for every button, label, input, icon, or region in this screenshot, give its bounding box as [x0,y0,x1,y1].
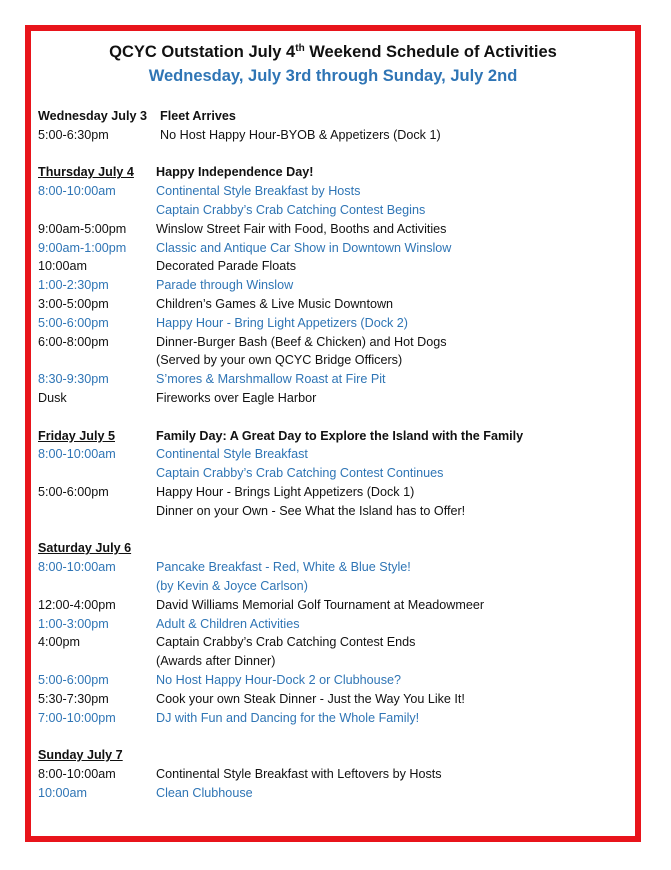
page-title: QCYC Outstation July 4th Weekend Schedule of Activities [109,43,557,61]
schedule-row [38,389,631,408]
schedule-row [38,652,631,671]
schedule-activity: No Host Happy Hour-Dock 2 or Clubhouse? [156,672,401,687]
schedule-row [38,558,631,577]
schedule-row [38,445,631,464]
schedule-row [38,220,631,239]
schedule-activity: (Awards after Dinner) [156,654,276,669]
schedule-activity: S’mores & Marshmallow Roast at Fire Pit [156,372,386,387]
schedule-row [38,163,631,182]
schedule-row [38,295,631,314]
spacer [38,145,631,164]
schedule-activity: Parade through Winslow [156,278,294,293]
schedule-time: 5:00-6:00pm [38,315,109,330]
schedule-activity: Family Day: A Great Day to Explore the Island with the Family [156,428,524,443]
schedule-time: 9:00am-5:00pm [38,221,127,236]
schedule-time: Saturday July 6 [38,541,132,556]
schedule-activity: (by Kevin & Joyce Carlson) [156,578,308,593]
schedule-row [38,427,631,446]
schedule-time: 3:00-5:00pm [38,296,109,311]
schedule-row [38,182,631,201]
schedule-activity: Fireworks over Eagle Harbor [156,390,317,405]
schedule-row [38,671,631,690]
schedule-time: 7:00-10:00pm [38,710,116,725]
schedule-row [38,596,631,615]
schedule-time: 5:30-7:30pm [38,691,109,706]
schedule-row [38,351,631,370]
schedule-row [38,276,631,295]
schedule-row [38,502,631,521]
schedule-activity: Pancake Breakfast - Red, White & Blue Style! [156,560,411,575]
schedule-time: 8:00-10:00am [38,184,116,199]
schedule-time: 9:00am-1:00pm [38,240,127,255]
schedule-activity: Adult & Children Activities [156,616,300,631]
schedule-activity: Continental Style Breakfast with Leftovers by Hosts [156,766,442,781]
spacer [38,727,631,746]
schedule-row [38,239,631,258]
spacer [38,408,631,427]
schedule-activity: Happy Hour - Bring Light Appetizers (Dock 2) [156,315,408,330]
schedule-time: 4:00pm [38,635,81,650]
schedule-activity: David Williams Memorial Golf Tournament at Meadowmeer [156,597,485,612]
schedule-activity: No Host Happy Hour-BYOB & Appetizers (Dock 1) [160,127,441,142]
schedule-time: Dusk [38,390,67,405]
page-subtitle: Wednesday, July 3rd through Sunday, July 2nd [148,67,518,85]
schedule-row [38,314,631,333]
schedule-time: 12:00-4:00pm [38,597,116,612]
schedule-activity: Dinner-Burger Bash (Beef & Chicken) and Hot Dogs [156,334,447,349]
schedule-activity: Dinner on your Own - See What the Island has to Offer! [156,503,466,518]
schedule-row [38,333,631,352]
schedule-row [38,577,631,596]
schedule-time: 5:00-6:00pm [38,672,109,687]
schedule-time: 10:00am [38,259,88,274]
schedule-activity: Captain Crabby’s Crab Catching Contest Begins [156,202,426,217]
schedule-activity: (Served by your own QCYC Bridge Officers) [156,353,403,368]
schedule-row [38,633,631,652]
spacer [38,521,631,540]
schedule-row [38,615,631,634]
schedule-row [38,464,631,483]
schedule-time: 8:00-10:00am [38,766,116,781]
schedule-activity: Fleet Arrives [160,109,236,123]
schedule-time: 5:00-6:30pm [38,127,109,142]
schedule-time: 1:00-3:00pm [38,616,109,631]
schedule-time: 5:00-6:00pm [38,484,109,499]
schedule-activity: Happy Independence Day! [156,165,314,180]
schedule-time: 8:00-10:00am [38,560,116,575]
schedule-row [38,709,631,728]
schedule-row [38,257,631,276]
schedule-row [38,746,631,765]
schedule-time: 6:00-8:00pm [38,334,109,349]
schedule-activity: Cook your own Steak Dinner - Just the Way You Like It! [156,691,465,706]
schedule-time: Friday July 5 [38,428,115,443]
schedule-activity: Classic and Antique Car Show in Downtown Winslow [156,240,452,255]
schedule-activity: Happy Hour - Brings Light Appetizers (Dock 1) [156,484,415,499]
schedule-activity: Continental Style Breakfast [156,447,308,462]
schedule-activity: Clean Clubhouse [156,785,253,800]
schedule-time: Sunday July 7 [38,748,123,763]
schedule-frame [25,25,641,842]
schedule-row [38,370,631,389]
schedule-row [38,690,631,709]
schedule-list [38,107,631,802]
schedule-activity: Winslow Street Fair with Food, Booths and Activities [156,221,447,236]
schedule-row [38,201,631,220]
schedule-activity: Captain Crabby’s Crab Catching Contest Continues [156,466,444,481]
schedule-row [38,539,631,558]
schedule-time: Thursday July 4 [38,165,134,180]
schedule-row [38,784,631,803]
schedule-time: Wednesday July 3 [38,109,147,123]
schedule-time: 1:00-2:30pm [38,278,109,293]
schedule-activity: Decorated Parade Floats [156,259,297,274]
schedule-time: 8:00-10:00am [38,447,116,462]
schedule-activity: DJ with Fun and Dancing for the Whole Family! [156,710,420,725]
schedule-activity: Captain Crabby’s Crab Catching Contest Ends [156,635,416,650]
schedule-activity: Children’s Games & Live Music Downtown [156,296,394,311]
schedule-activity: Continental Style Breakfast by Hosts [156,184,361,199]
schedule-row [38,765,631,784]
schedule-row [38,483,631,502]
schedule-row [38,107,631,126]
schedule-row [38,126,631,145]
schedule-time: 8:30-9:30pm [38,372,109,387]
schedule-time: 10:00am [38,785,88,800]
